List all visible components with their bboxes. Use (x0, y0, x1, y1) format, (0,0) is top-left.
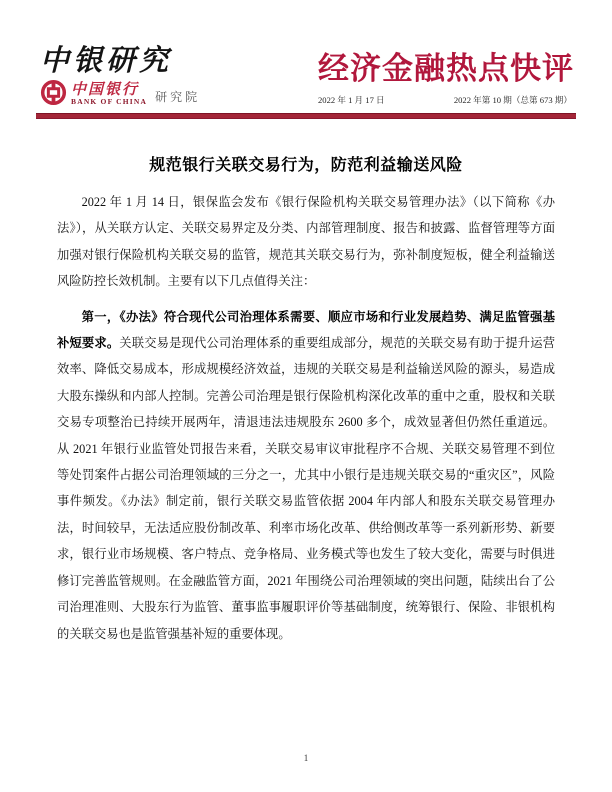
article (0, 152, 612, 647)
header (0, 0, 612, 106)
bank-logo-row (40, 79, 250, 106)
institute-name: 研究院 (155, 90, 201, 104)
paragraph-text: 2022 年 1 月 14 日，银保监会发布《银行保险机构关联交易管理办法》（以下简称《办法》），从关联方认定、关联交易界定及分类、内部管理制度、报告和披露、监督管理等方面加强对银行保险机构关联交易的监管，规范其关联交易行为，弥补制度短板，健全利益输送风险防控长效机制。主要有以下几点值得关注： (57, 195, 555, 289)
publication-date: 2022 年 1 月 17 日 (318, 95, 385, 105)
boc-research-logo (40, 43, 250, 106)
bank-of-china-logo-icon (40, 79, 67, 106)
publication-meta (292, 94, 574, 106)
issue-number: 2022 年第 10 期（总第 673 期） (453, 95, 572, 105)
masthead (292, 52, 574, 106)
body-paragraph-1 (57, 189, 555, 295)
article-title: 规范银行关联交易行为，防范利益输送风险 (149, 157, 463, 174)
bank-name-english: BANK OF CHINA (71, 97, 148, 106)
bank-name-chinese: 中国银行 (71, 79, 140, 98)
paragraph-lead: 第一，《办法》符合现代公司治理体系需要、顺应市场和行业发展趋势、满足监管强基补短要求。 (57, 309, 555, 351)
logo-calligraphy: 中银研究 (40, 43, 173, 77)
paragraph-text: 关联交易是现代公司治理体系的重要组成部分，规范的关联交易有助于提升运营效率、降低交易成本，形成规模经济效益，违规的关联交易是利益输送风险的源头，易造成大股东操纵和内部人控制。完善公司治理是银行保险机构深化改革的重中之重，股权和关联交易专项整治已持续开展两年，清退违法违规股东 2600 多个，成效显著但仍然任重道远。从 2021 年银行业监管处罚报告来看，关联交易审议审批程序不合规、关联交易管理不到位等处罚案件占据公司治理领域的三分之一，尤其中小银行是违规关联交易的“重灾区”，风险事件频发。《办法》制定前，银行关联交易监管依据 2004 年内部人和股东关联交易管理办法，时间较早，无法适应股份制改革、利率市场化改革、供给侧改革等一系列新形势、新要求，银行业市场规模、客户特点、竞争格局、业务模式等也发生了较大变化，需要与时俱进修订完善监管规则。在金融监管方面，2021 年围绕公司治理领域的突出问题，陆续出台了公司治理准则、大股东行为监管、董事监事履职评价等基础制度，统筹银行、保险、非银机构的关联交易也是监管强基补短的重要体现。 (57, 336, 555, 641)
page-footer (0, 748, 612, 766)
publication-title: 经济金融热点快评 (318, 50, 574, 86)
page-number: 1 (303, 753, 309, 763)
header-divider (36, 113, 576, 119)
bank-names (71, 81, 147, 107)
body-paragraph-2 (57, 304, 555, 647)
